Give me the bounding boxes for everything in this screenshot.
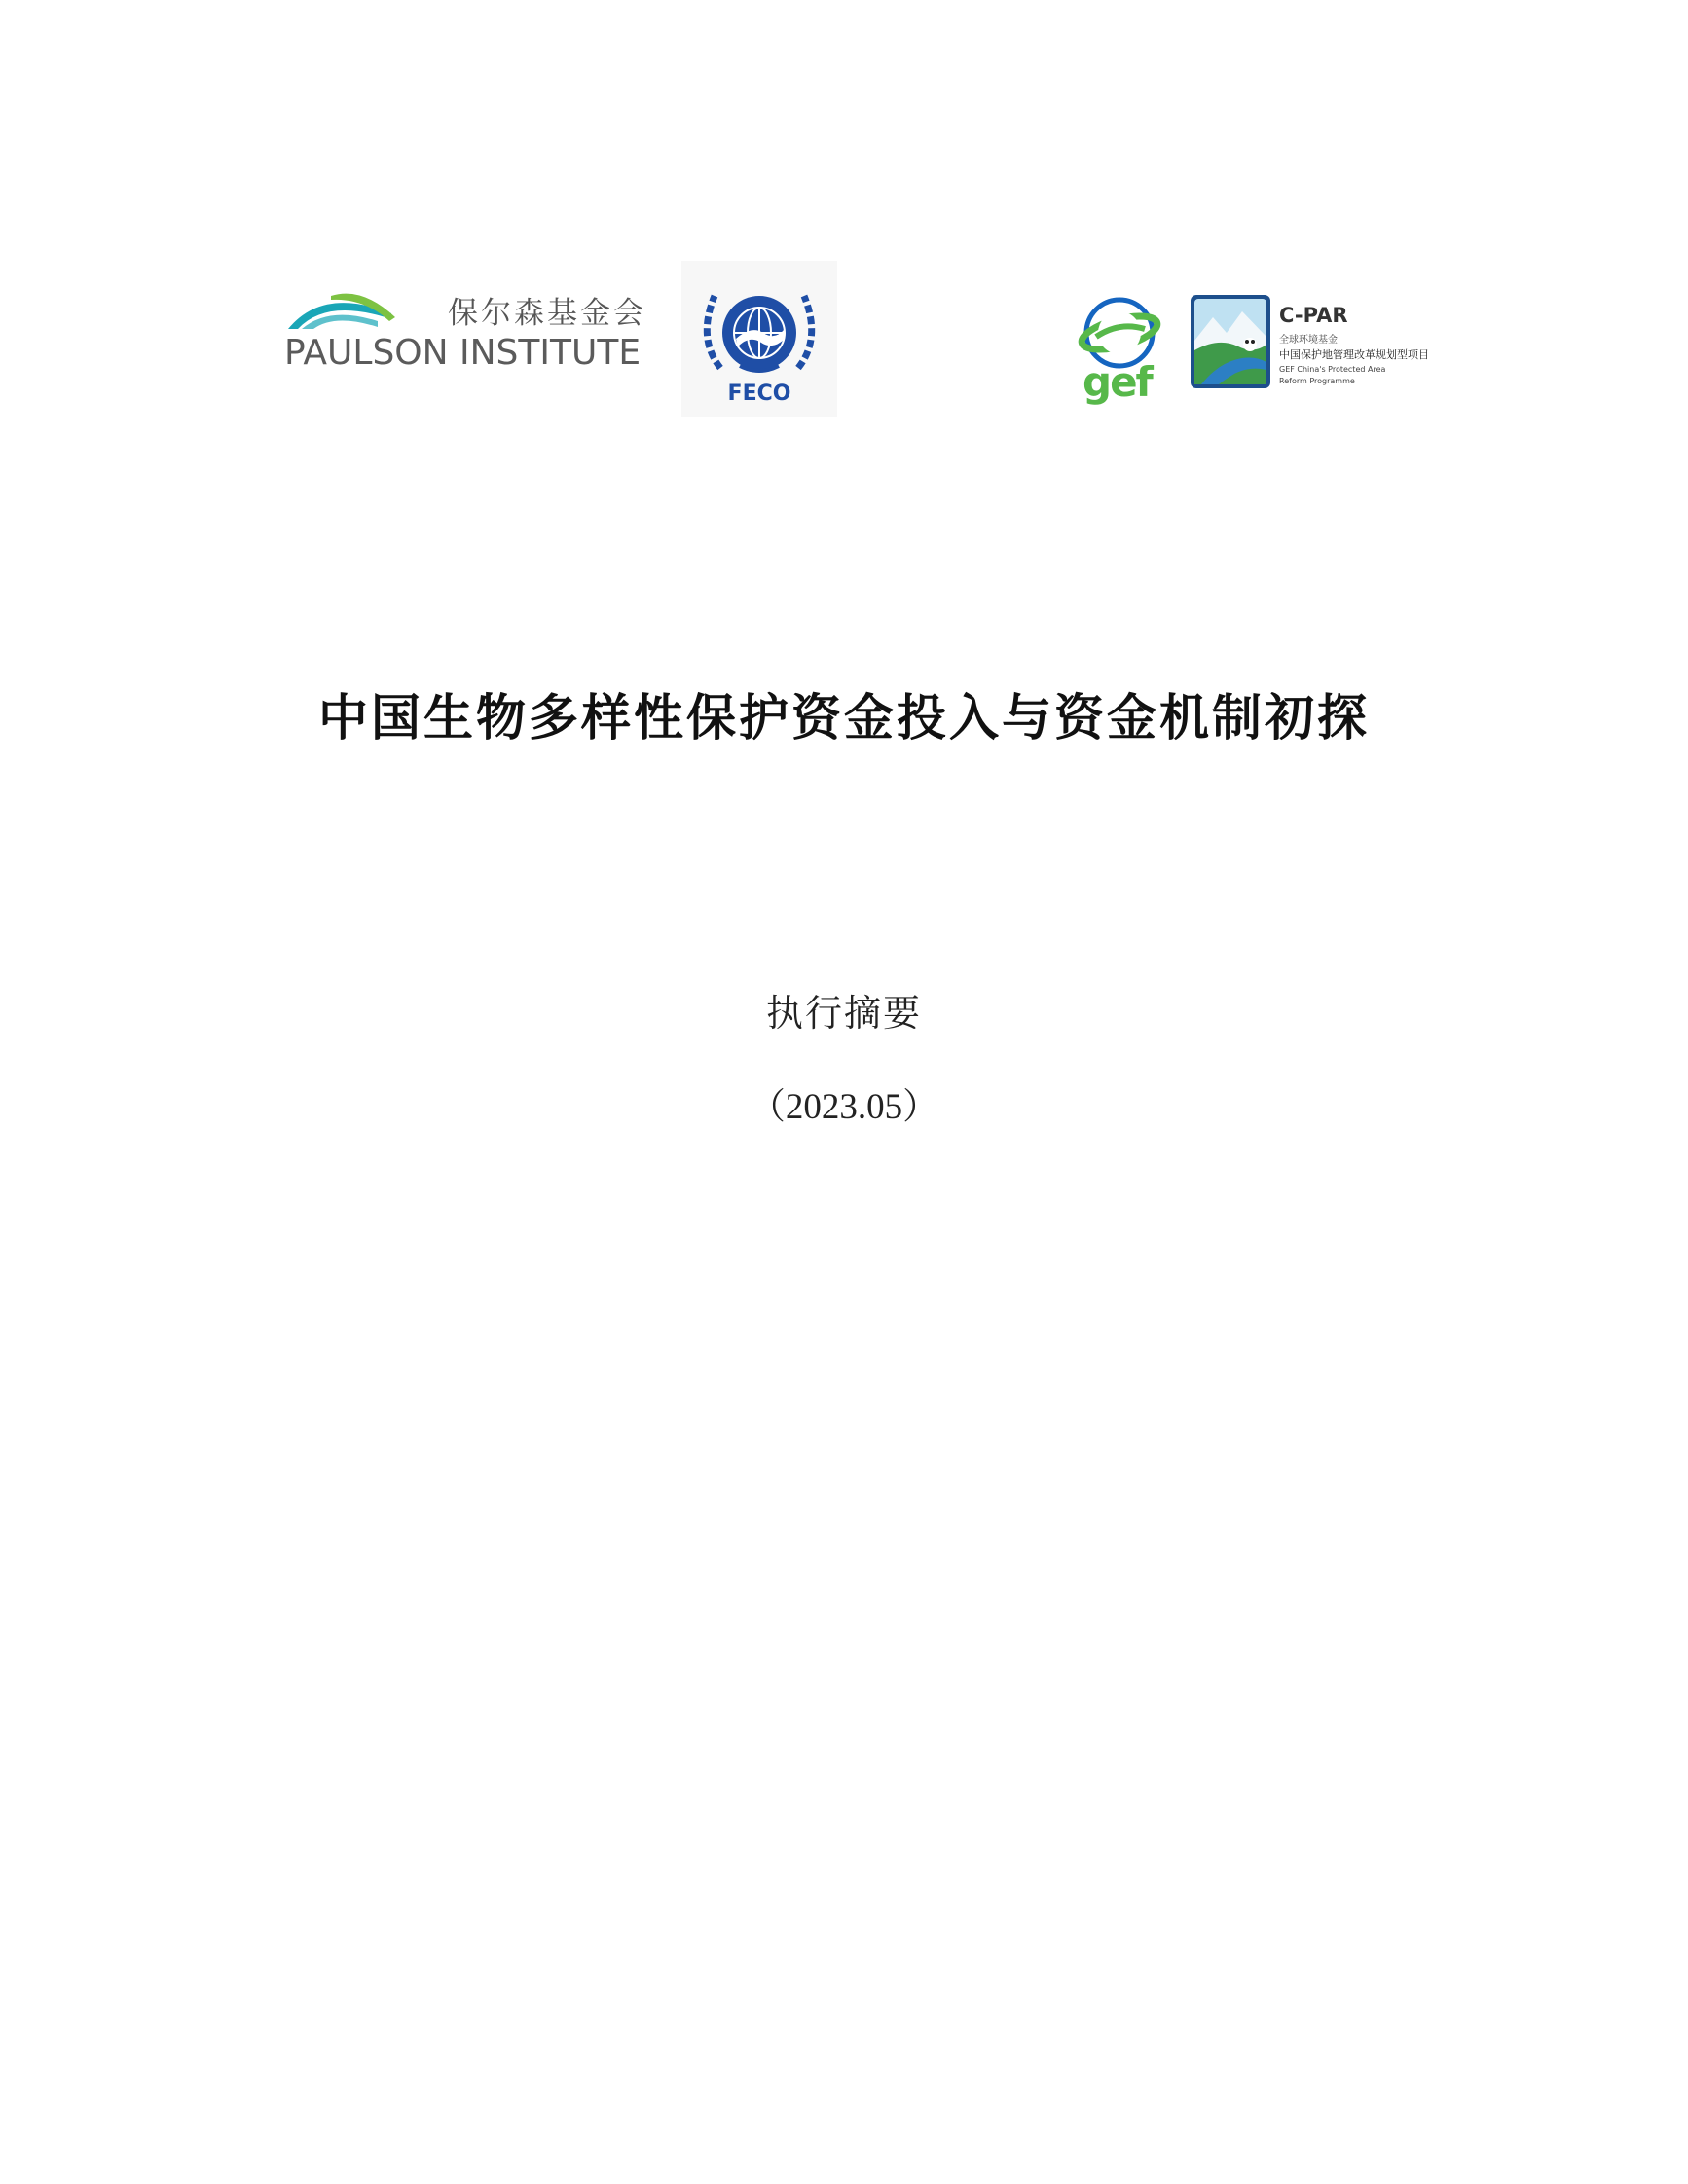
logo-bar xyxy=(0,0,1688,448)
cpar-title: C-PAR xyxy=(1279,304,1348,327)
cpar-line-gef-cn: 全球环境基金 xyxy=(1279,335,1338,346)
cpar-logo xyxy=(1190,294,1443,395)
feco-label: FECO xyxy=(727,382,791,406)
paulson-english-name: PAULSON INSTITUTE xyxy=(284,333,642,373)
gef-label: gef xyxy=(1083,358,1152,406)
cpar-line-programme-cn: 中国保护地管理改革规划型项目 xyxy=(1279,348,1429,361)
document-date: （2023.05） xyxy=(749,1087,939,1127)
document-subtitle: 执行摘要 xyxy=(765,992,922,1035)
cpar-landscape-icon xyxy=(1190,294,1271,389)
cpar-line-programme-en-1: GEF China's Protected Area xyxy=(1279,365,1386,374)
gef-logo xyxy=(1075,294,1166,411)
document-title: 中国生物多样性保护资金投入与资金机制初探 xyxy=(317,689,1370,747)
paulson-institute-logo xyxy=(284,284,664,382)
paulson-arch-icon xyxy=(284,284,401,333)
cpar-line-programme-en-2: Reform Programme xyxy=(1279,377,1355,385)
paulson-chinese-name: 保尔森基金会 xyxy=(448,296,646,331)
feco-logo xyxy=(681,261,837,417)
